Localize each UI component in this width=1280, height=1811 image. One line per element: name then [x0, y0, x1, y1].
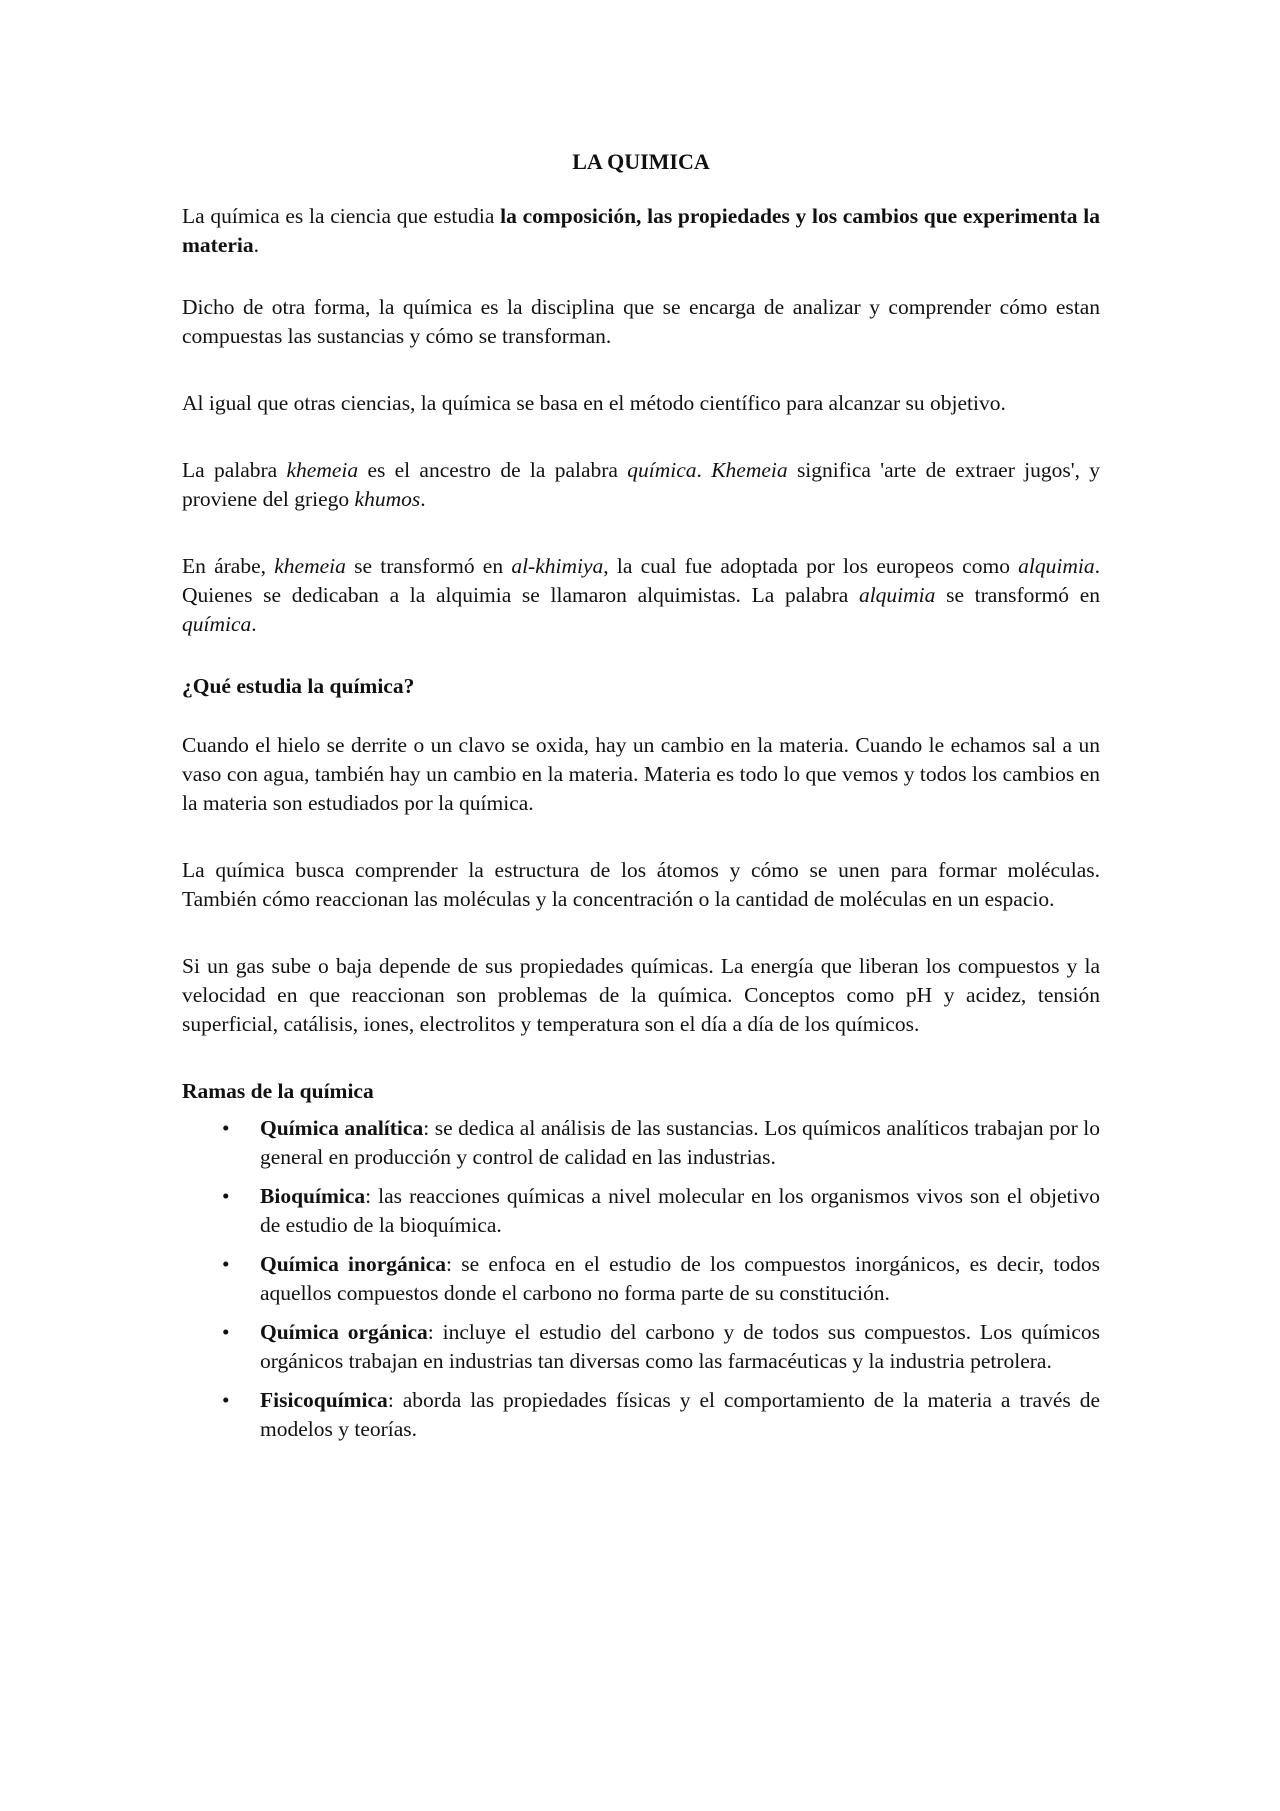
italic-span: khumos	[354, 487, 421, 511]
text-span: . Quienes se dedicaban a la alquimia se llamaron alquimistas. La palabra	[182, 554, 1100, 607]
text-span: es el ancestro de la palabra	[358, 458, 628, 482]
bullet-icon: •	[222, 1388, 230, 1412]
branch-description: : las reacciones químicas a nivel molecular en los organismos vivos son el objetivo de estudio de la bioquímica.	[260, 1184, 1100, 1237]
text-span: .	[420, 487, 426, 511]
list-item-analitica	[182, 1114, 1100, 1172]
text-span: En árabe,	[182, 554, 275, 578]
bullet-icon: •	[222, 1252, 230, 1276]
branch-name: Bioquímica	[260, 1184, 366, 1208]
paragraph-atoms: La química busca comprender la estructura de los átomos y cómo se unen para formar moléculas. También cómo reaccionan las moléculas y la concentración o la cantidad de moléculas en un espacio.	[182, 858, 1100, 911]
branch-name: Química analítica	[260, 1116, 424, 1140]
text-span: se transformó en	[935, 583, 1100, 607]
paragraph-other-words: Dicho de otra forma, la química es la disciplina que se encarga de analizar y comprender cómo estan compuestas las sustancias y cómo se transforman.	[182, 295, 1100, 348]
paragraph-definition	[182, 202, 1100, 260]
italic-span: alquimia	[858, 583, 936, 607]
section-heading-what-studies: ¿Qué estudia la química?	[182, 674, 415, 698]
text-span: , la cual fue adoptada por los europeos como	[603, 554, 1019, 578]
branch-name: Química inorgánica	[260, 1252, 447, 1276]
italic-span: khemeia	[286, 458, 359, 482]
italic-span: khemeia	[274, 554, 346, 578]
list-item-organica	[182, 1318, 1100, 1376]
paragraph-gas: Si un gas sube o baja depende de sus propiedades químicas. La energía que liberan los compuestos y la velocidad en que reaccionan son problemas de la química. Conceptos como pH y acidez, tensión superficial, catálisis, iones, electrolitos y temperatura son el día a día de los químicos.	[182, 954, 1100, 1036]
text-span: .	[253, 233, 260, 257]
branch-name: Fisicoquímica	[260, 1388, 388, 1412]
document-page	[182, 147, 1100, 1454]
list-item-fisicoquimica	[182, 1386, 1100, 1444]
italic-span: al-khimiya	[511, 554, 604, 578]
paragraph-etymology	[182, 456, 1100, 514]
text-span: .	[251, 612, 257, 636]
bold-span: la composición, las propiedades y los cambios que experimenta la materia	[182, 204, 1100, 257]
italic-span: Khemeia	[711, 458, 788, 482]
italic-span: química	[627, 458, 697, 482]
italic-span: alquimia	[1018, 554, 1095, 578]
section-heading-branches: Ramas de la química	[182, 1079, 374, 1103]
text-span: significa 'arte de extraer jugos', y proviene del griego	[182, 458, 1101, 511]
text-span: La química es la ciencia que estudia	[182, 204, 501, 228]
branch-description: : incluye el estudio del carbono y de todos sus compuestos. Los químicos orgánicos trabajan en industrias tan diversas como las farmacéuticas y la industria petrolera.	[260, 1320, 1100, 1373]
bullet-icon: •	[222, 1116, 230, 1140]
paragraph-arabic	[182, 552, 1100, 639]
paragraph-scientific-method: Al igual que otras ciencias, la química se basa en el método científico para alcanzar su objetivo.	[182, 391, 1006, 415]
bullet-icon: •	[222, 1320, 230, 1344]
bullet-icon: •	[222, 1184, 230, 1208]
text-span: La palabra	[182, 458, 287, 482]
branch-description: : se dedica al análisis de las sustancias. Los químicos analíticos trabajan por lo general en producción y control de calidad en las industrias.	[260, 1116, 1100, 1169]
text-span: .	[696, 458, 712, 482]
list-item-inorganica	[182, 1250, 1100, 1308]
list-item-bioquimica	[182, 1182, 1100, 1240]
branch-name: Química orgánica	[260, 1320, 428, 1344]
branches-list	[182, 1114, 1100, 1444]
branch-description: : aborda las propiedades físicas y el comportamiento de la materia a través de modelos y teorías.	[260, 1388, 1100, 1441]
paragraph-changes: Cuando el hielo se derrite o un clavo se oxida, hay un cambio en la materia. Cuando le echamos sal a un vaso con agua, también hay un cambio en la materia. Materia es todo lo que vemos y todos los cambios en la materia son estudiados por la química.	[182, 733, 1100, 815]
branch-description: : se enfoca en el estudio de los compuestos inorgánicos, es decir, todos aquellos compuestos donde el carbono no forma parte de su constitución.	[260, 1252, 1101, 1305]
text-span: se transformó en	[345, 554, 512, 578]
document-title: LA QUIMICA	[572, 149, 710, 174]
italic-span: química	[182, 612, 252, 636]
